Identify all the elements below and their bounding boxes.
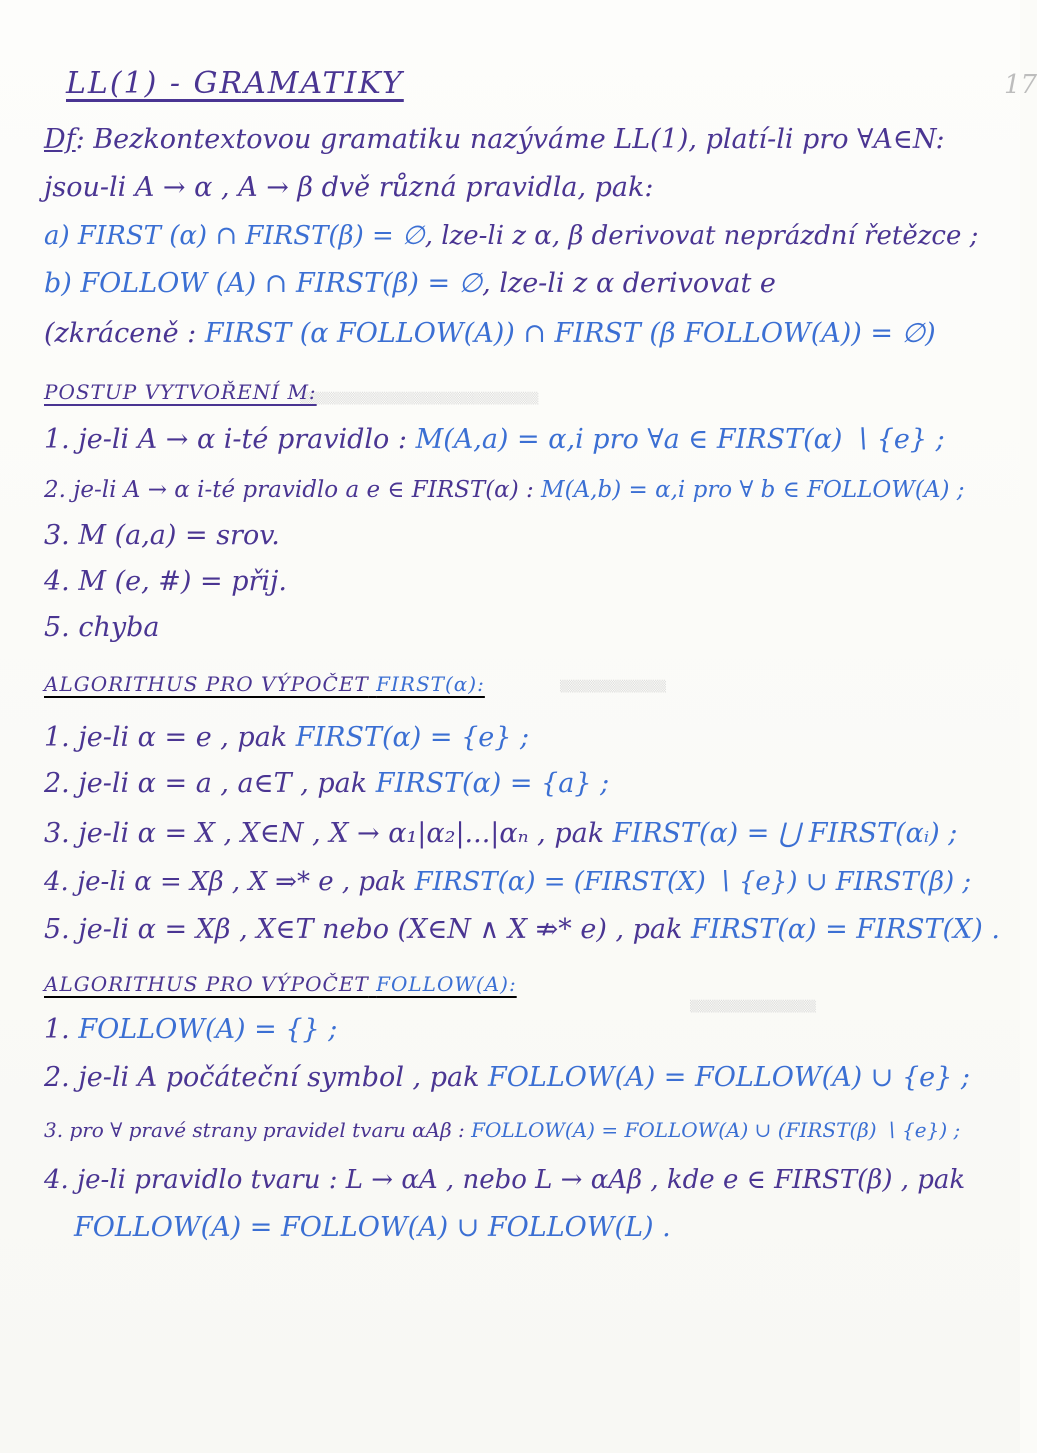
follow-algorithm-heading <box>44 968 517 1000</box>
follow-item-3 <box>44 1114 960 1146</box>
postup-heading: POSTUP VYTVOŘENÍ M: <box>44 380 317 404</box>
follow-item-math: FOLLOW(A) = {} ; <box>78 1014 338 1045</box>
margin-mark: 17 <box>1004 70 1037 100</box>
first-item-text: 2. je-li α = a , a∈T , pak <box>44 768 368 799</box>
bleed-through-text: ▒▒▒▒▒▒▒▒▒▒▒▒▒▒▒▒▒▒▒▒▒▒▒▒▒▒▒▒▒▒▒▒▒▒▒▒ <box>300 392 539 405</box>
definition-line-2: jsou-li A → α , A → β dvě různá pravidla, pak: <box>44 172 654 203</box>
shortened-math: FIRST (α FOLLOW(A)) ∩ FIRST (β FOLLOW(A)) = ∅) <box>204 318 936 349</box>
definition-condition-a <box>44 220 978 252</box>
first-item-math: FIRST(α) = (FIRST(X) ∖ {e}) ∪ FIRST(β) ; <box>414 867 972 897</box>
definition-line-1 <box>44 124 945 156</box>
follow-item-4-result: FOLLOW(A) = FOLLOW(A) ∪ FOLLOW(L) . <box>74 1212 671 1243</box>
follow-item-text: 3. pro ∀ pravé strany pravidel tvaru αAβ : <box>44 1118 465 1142</box>
first-item-math: FIRST(α) = ⋃ FIRST(αᵢ) ; <box>612 818 958 849</box>
follow-item-2 <box>44 1062 970 1094</box>
bleed-through-text: ▒▒▒▒▒▒▒▒▒▒▒▒▒▒▒▒▒▒▒ <box>690 1000 816 1013</box>
follow-item-text: 1. <box>44 1014 70 1045</box>
first-item-3 <box>44 818 957 850</box>
shortened-prefix: (zkráceně : <box>44 318 197 349</box>
first-item-math: FIRST(α) = {e} ; <box>295 722 530 753</box>
postup-item-4: 4. M (e, #) = přij. <box>44 566 287 597</box>
first-item-5 <box>44 914 1000 946</box>
first-item-text: 1. je-li α = e , pak <box>44 722 288 753</box>
postup-item-math: M(A,b) = α,i pro ∀ b ∈ FOLLOW(A) ; <box>541 477 965 503</box>
definition-condition-b <box>44 268 776 300</box>
follow-item-text: 2. je-li A počáteční symbol , pak <box>44 1062 480 1093</box>
first-item-4 <box>44 866 971 898</box>
condition-b-text: , lze-li z α derivovat e <box>482 268 776 299</box>
first-item-text: 5. je-li α = Xβ , X∈T nebo (X∈N ∧ X ⇏* e) , pak <box>44 914 683 945</box>
postup-item-5: 5. chyba <box>44 612 160 643</box>
postup-item-2 <box>44 474 965 506</box>
first-item-2 <box>44 768 609 800</box>
first-heading-left: ALGORITHUS PRO VÝPOČET <box>44 672 369 696</box>
first-item-math: FIRST(α) = {a} ; <box>375 768 610 799</box>
follow-item-math: FOLLOW(A) = FOLLOW(A) ∪ {e} ; <box>488 1062 970 1093</box>
definition-text-1: : Bezkontextovou gramatiku nazýváme LL(1), platí-li pro ∀A∈N: <box>75 124 945 155</box>
first-item-math: FIRST(α) = FIRST(X) . <box>690 914 1000 945</box>
bleed-through-text: ▒▒▒▒▒▒▒▒▒▒▒▒▒▒▒▒ <box>560 680 666 693</box>
follow-item-1 <box>44 1014 337 1046</box>
postup-item-3: 3. M (a,a) = srov. <box>44 520 280 551</box>
first-item-text: 4. je-li α = Xβ , X ⇒* e , pak <box>44 867 407 897</box>
first-heading-right: FIRST(α): <box>376 672 485 696</box>
follow-heading-left: ALGORITHUS PRO VÝPOČET <box>44 972 369 996</box>
follow-item-math: FOLLOW(A) = FOLLOW(A) ∪ (FIRST(β) ∖ {e}) ; <box>471 1118 961 1142</box>
postup-item-text: 2. je-li A → α i-té pravidlo a e ∈ FIRST(α) : <box>44 477 534 503</box>
postup-item-math: M(A,a) = α,i pro ∀a ∈ FIRST(α) ∖ {e} ; <box>415 424 945 455</box>
first-item-1 <box>44 722 529 754</box>
page-title: LL(1) - GRAMATIKY <box>66 66 404 101</box>
condition-a-math: a) FIRST (α) ∩ FIRST(β) = ∅ <box>44 221 425 251</box>
postup-item-1 <box>44 424 945 456</box>
condition-b-math: b) FOLLOW (A) ∩ FIRST(β) = ∅ <box>44 268 483 299</box>
definition-shortened <box>44 318 936 350</box>
first-algorithm-heading <box>44 668 485 700</box>
condition-a-text: , lze-li z α, β derivovat neprázdní řetězce ; <box>424 221 979 251</box>
follow-item-4: 4. je-li pravidlo tvaru : L → αA , nebo L → αAβ , kde e ∈ FIRST(β) , pak <box>44 1165 966 1195</box>
postup-item-text: 1. je-li A → α i-té pravidlo : <box>44 424 407 455</box>
first-item-text: 3. je-li α = X , X∈N , X → α₁|α₂|...|αₙ , pak <box>44 818 605 849</box>
definition-prefix: Df <box>44 124 76 155</box>
follow-heading-right: FOLLOW(A): <box>376 972 517 996</box>
